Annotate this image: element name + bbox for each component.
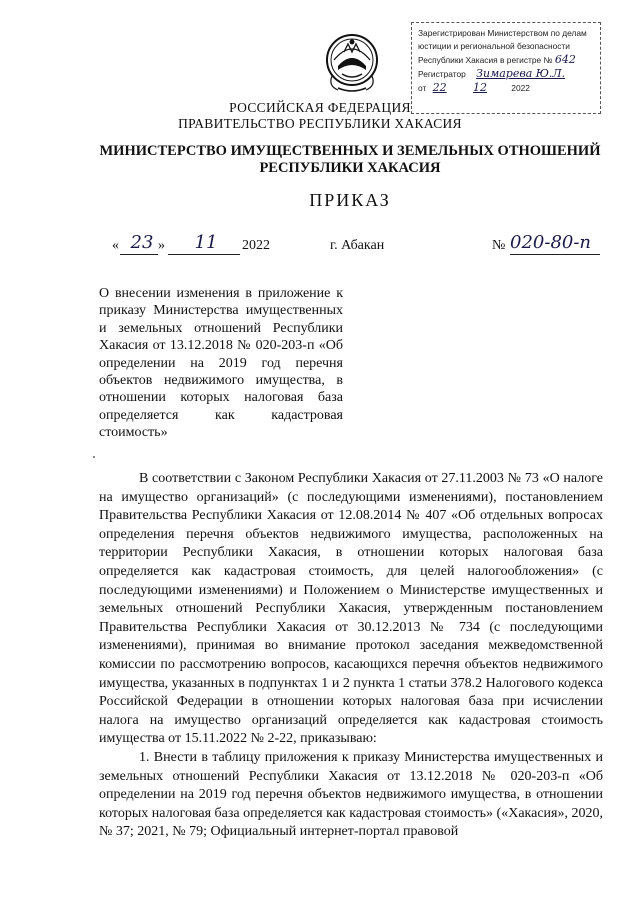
stamp-registrar-label: Регистратор (418, 69, 466, 79)
stamp-date-prefix: от (418, 83, 427, 93)
date-open-quote: « (112, 238, 119, 253)
body-paragraph-2: 1. Внести в таблицу приложения к приказу Министерства имущественных и земельных отношений Республики Хакасия от 13.12.2018 № 020-203-п «Об определении на 2019 год перечня объектов недвижимого имущества, в отношении которых налоговая база определяется как кадастровая стоимость» («Хакасия», 2020, № 37; 2021, № 79; Официальный интернет-портал правовой (99, 749, 603, 840)
body-paragraph-1: В соответствии с Законом Республики Хакасия от 27.11.2003 № 73 «О налоге на имущество организаций» (с последующими изменениями), постановлением Правительства Республики Хакасия от 12.08.2014 № 407 «Об отдельных вопросах определения перечня объектов недвижимого имущества, расположенных на территории Республики Хакасия, в отношении которых налоговая база определяется как кадастровая стоимость, для целей налогообложения» (с последующими изменениями) и Положением о Министерстве имущественных и земельных отношений Республики Хакасия, утвержденным постановлением Правительства Республики Хакасия от 30.12.2013 № 734 (с последующими изменениями), принимая во внимание протокол заседания межведомственной комиссии по рассмотрению вопросов, касающихся перечня объектов недвижимого имущества, указанных в подпунктах 1 и 2 пункта 1 статьи 378.2 Налогового кодекса Российской Федерации в отношении которых налоговая база при исчислении налога на имущество организаций определяется как кадастровая стоимость имущества от 15.11.2022 № 2-22, приказываю: (99, 471, 603, 747)
date-month-underline (168, 254, 240, 255)
date-month: 11 (194, 232, 218, 253)
country-name: РОССИЙСКАЯ ФЕДЕРАЦИЯ (229, 100, 411, 115)
document-body (99, 470, 603, 842)
stamp-registrar-signature: Зимарева Ю.Л. (476, 67, 566, 80)
date-day: 23 (130, 232, 154, 253)
document-number-sign: № (492, 238, 506, 253)
document-subject: О внесении изменения в приложение к приказу Министерства имущественных и земельных отношений Республики Хакасия от 13.12.2018 № 020-203-п «Об определении на 2019 год перечня объектов недвижимого имущества, в отношении которых налоговая база определяется как кадастровая стоимость» (99, 286, 343, 441)
stamp-line-2: юстиции и региональной безопасности (418, 41, 570, 51)
ministry-name-line-1: МИНИСТЕРСТВО ИМУЩЕСТВЕННЫХ И ЗЕМЕЛЬНЫХ ОТНОШЕНИЙ (99, 143, 601, 159)
date-close-quote: » (158, 238, 165, 253)
date-day-underline (120, 254, 158, 255)
ministry-name (0, 143, 640, 177)
document-type: ПРИКАЗ (309, 190, 391, 210)
stamp-line-5 (418, 81, 596, 95)
document-date-row (112, 232, 602, 262)
stamp-date-day: 22 (432, 81, 447, 94)
document-number-underline (510, 254, 600, 255)
government-name: ПРАВИТЕЛЬСТВО РЕСПУБЛИКИ ХАКАСИЯ (178, 116, 462, 131)
coat-of-arms-emblem (324, 30, 380, 94)
document-number: 020-80-п (510, 232, 592, 253)
stamp-line-3 (418, 53, 596, 67)
document-city: г. Абакан (330, 238, 385, 253)
stamp-line-1: Зарегистрирован Министерством по делам (418, 28, 587, 38)
stamp-line-4 (418, 67, 596, 81)
ministry-name-line-2: РЕСПУБЛИКИ ХАКАСИЯ (259, 160, 441, 176)
stamp-register-label: Республики Хакасия в регистре № (418, 55, 553, 65)
stamp-date-year: 2022 (511, 83, 530, 93)
stamp-reg-number: 642 (554, 53, 576, 66)
stamp-date-month: 12 (472, 81, 487, 94)
scan-dot (93, 456, 95, 458)
date-year: 2022 (242, 238, 270, 253)
